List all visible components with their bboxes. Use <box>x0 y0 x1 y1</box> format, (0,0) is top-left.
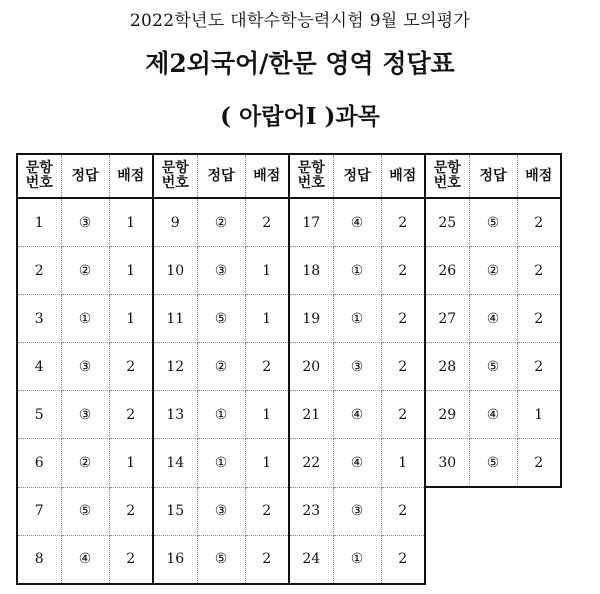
header-number-line1: 문항 <box>25 160 53 177</box>
answer-cell: ② <box>197 343 245 391</box>
points-cell: 2 <box>381 198 425 247</box>
answer-cell: ③ <box>197 247 245 295</box>
answer-cell: ④ <box>61 535 109 584</box>
question-number-cell: 3 <box>17 295 61 343</box>
question-number-cell: 29 <box>425 391 469 439</box>
points-cell: 2 <box>517 198 561 247</box>
question-number-cell: 12 <box>153 343 197 391</box>
points-cell: 2 <box>381 487 425 535</box>
answer-table <box>16 153 562 585</box>
question-number-cell: 28 <box>425 343 469 391</box>
question-number-cell: 20 <box>289 343 333 391</box>
answer-cell: ③ <box>333 343 381 391</box>
points-cell: 1 <box>245 247 289 295</box>
answer-cell: ④ <box>333 198 381 247</box>
header-number-line2: 번호 <box>161 175 189 191</box>
answer-cell: ③ <box>197 487 245 535</box>
table-body <box>17 198 561 584</box>
points-cell: 2 <box>245 343 289 391</box>
question-number-cell: 10 <box>153 247 197 295</box>
points-cell: 2 <box>109 487 153 535</box>
answer-cell: ⑤ <box>469 343 517 391</box>
points-cell: 1 <box>109 247 153 295</box>
header-answer: 정답 <box>61 154 109 198</box>
table-row <box>17 198 561 247</box>
points-cell: 2 <box>109 535 153 584</box>
question-number-cell: 25 <box>425 198 469 247</box>
points-cell: 1 <box>381 439 425 488</box>
answer-cell: ① <box>333 295 381 343</box>
question-number-cell: 17 <box>289 198 333 247</box>
points-cell: 2 <box>381 343 425 391</box>
points-cell: 2 <box>517 343 561 391</box>
answer-cell: ④ <box>469 295 517 343</box>
question-number-cell: 24 <box>289 535 333 584</box>
question-number-cell: 21 <box>289 391 333 439</box>
table-row <box>17 535 561 584</box>
points-cell: 1 <box>109 295 153 343</box>
empty-cell <box>517 487 561 535</box>
points-cell: 2 <box>109 391 153 439</box>
question-number-cell: 4 <box>17 343 61 391</box>
answer-cell: ② <box>61 247 109 295</box>
header-question-number <box>17 154 61 198</box>
question-number-cell: 13 <box>153 391 197 439</box>
answer-cell: ① <box>61 295 109 343</box>
answer-cell: ⑤ <box>469 439 517 488</box>
answer-cell: ⑤ <box>469 198 517 247</box>
table-row <box>17 295 561 343</box>
points-cell: 2 <box>245 198 289 247</box>
points-cell: 1 <box>109 198 153 247</box>
empty-cell <box>469 535 517 584</box>
question-number-cell: 16 <box>153 535 197 584</box>
answer-key-title: 제2외국어/한문 영역 정답표 <box>145 49 455 78</box>
answer-cell: ① <box>197 391 245 439</box>
header-number-line1: 문항 <box>161 160 189 177</box>
header-question-number <box>425 154 469 198</box>
question-number-cell: 7 <box>17 487 61 535</box>
question-number-cell: 18 <box>289 247 333 295</box>
empty-cell <box>425 487 469 535</box>
answer-cell: ⑤ <box>197 295 245 343</box>
question-number-cell: 15 <box>153 487 197 535</box>
question-number-cell: 14 <box>153 439 197 488</box>
question-number-cell: 5 <box>17 391 61 439</box>
answer-cell: ② <box>469 247 517 295</box>
answer-cell: ④ <box>469 391 517 439</box>
question-number-cell: 22 <box>289 439 333 488</box>
points-cell: 2 <box>245 535 289 584</box>
question-number-cell: 26 <box>425 247 469 295</box>
header-answer: 정답 <box>469 154 517 198</box>
points-cell: 1 <box>245 391 289 439</box>
subject-title: ( 아랍어Ⅰ )과목 <box>220 103 380 130</box>
header-points: 배점 <box>381 154 425 198</box>
header-number-line2: 번호 <box>297 175 325 191</box>
answer-cell: ① <box>333 535 381 584</box>
header-points: 배점 <box>517 154 561 198</box>
points-cell: 1 <box>245 439 289 488</box>
points-cell: 2 <box>517 295 561 343</box>
answer-cell: ③ <box>61 198 109 247</box>
points-cell: 1 <box>245 295 289 343</box>
table-row <box>17 487 561 535</box>
points-cell: 2 <box>381 535 425 584</box>
answer-cell: ② <box>61 439 109 488</box>
header-points: 배점 <box>109 154 153 198</box>
question-number-cell: 23 <box>289 487 333 535</box>
question-number-cell: 30 <box>425 439 469 488</box>
question-number-cell: 2 <box>17 247 61 295</box>
question-number-cell: 9 <box>153 198 197 247</box>
points-cell: 2 <box>381 247 425 295</box>
points-cell: 1 <box>109 439 153 488</box>
answer-cell: ⑤ <box>197 535 245 584</box>
points-cell: 2 <box>245 487 289 535</box>
answer-cell: ② <box>197 198 245 247</box>
question-number-cell: 11 <box>153 295 197 343</box>
question-number-cell: 6 <box>17 439 61 488</box>
empty-cell <box>517 535 561 584</box>
points-cell: 2 <box>109 343 153 391</box>
header-answer: 정답 <box>333 154 381 198</box>
points-cell: 2 <box>381 295 425 343</box>
question-number-cell: 27 <box>425 295 469 343</box>
header-number-line2: 번호 <box>433 175 461 191</box>
empty-cell <box>469 487 517 535</box>
header-question-number <box>289 154 333 198</box>
exam-title: 2022학년도 대학수학능력시험 9월 모의평가 <box>129 11 471 31</box>
table-row <box>17 439 561 488</box>
points-cell: 2 <box>381 391 425 439</box>
empty-cell <box>425 535 469 584</box>
answer-cell: ③ <box>61 391 109 439</box>
table-row <box>17 343 561 391</box>
header-question-number <box>153 154 197 198</box>
points-cell: 2 <box>517 439 561 488</box>
answer-cell: ③ <box>61 343 109 391</box>
question-number-cell: 19 <box>289 295 333 343</box>
answer-cell: ③ <box>333 487 381 535</box>
table-header-row <box>17 154 561 198</box>
header-number-line1: 문항 <box>433 160 461 177</box>
answer-cell: ⑤ <box>61 487 109 535</box>
answer-cell: ① <box>197 439 245 488</box>
question-number-cell: 1 <box>17 198 61 247</box>
points-cell: 1 <box>517 391 561 439</box>
header-number-line1: 문항 <box>297 160 325 177</box>
table-row <box>17 391 561 439</box>
header-answer: 정답 <box>197 154 245 198</box>
answer-cell: ④ <box>333 391 381 439</box>
header-number-line2: 번호 <box>25 175 53 191</box>
table-row <box>17 247 561 295</box>
answer-cell: ① <box>333 247 381 295</box>
points-cell: 2 <box>517 247 561 295</box>
header-points: 배점 <box>245 154 289 198</box>
question-number-cell: 8 <box>17 535 61 584</box>
answer-cell: ④ <box>333 439 381 488</box>
